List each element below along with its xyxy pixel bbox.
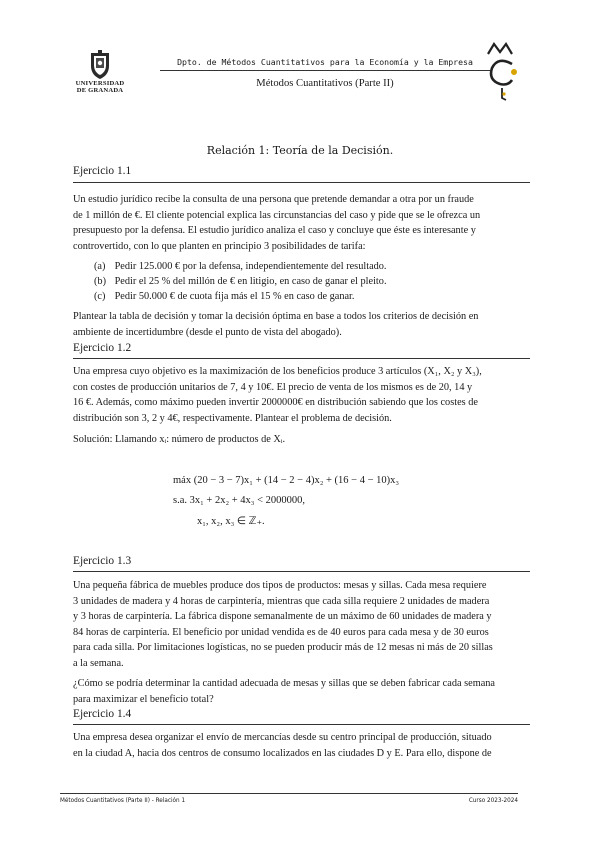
text-line: controvertido, con lo que planten en principio 3 posibilidades de tarifa:	[73, 240, 366, 252]
list-item-text: Pedir el 25 % del millón de € en litigio, en caso de ganar el pleito.	[114, 276, 387, 287]
university-name-line1: UNIVERSIDAD	[75, 80, 125, 87]
department-name: Dpto. de Métodos Cuantitativos para la Economía y la Empresa	[177, 57, 473, 67]
exercise-1-4-statement	[73, 730, 516, 761]
exercise-1-2-statement	[73, 364, 516, 426]
list-item-label: (b)	[94, 276, 107, 287]
text-line: Una empresa desea organizar el envío de mercancías desde su centro principal de producción, situado	[73, 732, 492, 743]
text-line: de 1 millón de €. El cliente potencial explica las circunstancias del caso y pide que se le ofrezca un	[73, 209, 481, 221]
list-item	[94, 261, 387, 272]
list-item-text: Pedir 50.000 € de cuota fija más el 15 % en caso de ganar.	[114, 291, 355, 302]
text-line: Una empresa cuyo objetivo es la maximización de los beneficios produce 3 artículos (X₁, X₂ y X₃),	[73, 366, 482, 377]
exercise-1-3-heading: Ejercicio 1.3	[73, 555, 132, 567]
text-line: 16 €. Además, como máximo pueden invertir 2000000€ en distribución sabiendo que los costes de	[73, 397, 478, 409]
text-line: distribución son 3, 2 y 4€, respectivamente. Plantear el problema de decisión.	[73, 412, 392, 424]
footer-year-label: Curso 2023-2024	[468, 798, 518, 804]
text-line: para maximizar el beneficio total?	[73, 693, 214, 705]
department-logo-icon	[482, 40, 524, 104]
exercise-1-1-rule	[73, 182, 530, 183]
exercise-1-4-heading: Ejercicio 1.4	[73, 708, 132, 720]
exercise-1-2-rule	[73, 358, 530, 359]
math-constraint: s.a. 3x₁ + 2x₂ + 4x₃ < 2000000,	[173, 495, 305, 506]
exercise-1-3-question	[73, 676, 516, 707]
exercise-1-2-heading: Ejercicio 1.2	[73, 342, 132, 354]
text-line: Un estudio jurídico recibe la consulta de una persona que pretende demandar a otra por un fraude	[73, 194, 474, 205]
exercise-1-1-instructions	[73, 309, 516, 340]
exercise-1-4-rule	[73, 724, 530, 725]
list-item	[94, 276, 387, 287]
list-item-label: (c)	[94, 291, 106, 302]
exercise-1-3-statement	[73, 578, 516, 672]
list-item-text: Pedir 125.000 € por la defensa, independientemente del resultado.	[114, 261, 387, 272]
university-crest-icon	[87, 50, 113, 80]
list-item-label: (a)	[94, 261, 106, 272]
math-objective: máx (20 − 3 − 7)x₁ + (14 − 2 − 4)x₂ + (16 − 4 − 10)x₃	[173, 475, 400, 486]
university-name-line2: DE GRANADA	[76, 87, 124, 94]
page-title: Relación 1: Teoría de la Decisión.	[206, 144, 394, 157]
exercise-1-3-rule	[73, 571, 530, 572]
text-line: en la ciudad A, hacia dos centros de consumo localizados en las ciudades D y E. Para ello, dispone de	[73, 747, 492, 759]
exercise-1-1-statement	[73, 192, 516, 254]
math-domain: x₁, x₂, x₃ ∈ ℤ₊.	[197, 516, 265, 527]
text-line: 3 unidades de madera y 4 horas de carpintería, mientras que cada silla requiere 2 unidades de madera	[73, 595, 490, 607]
text-line: 84 horas de carpintería. El beneficio por unidad vendida es de 40 euros para cada mesa y de 30 euros	[73, 626, 489, 638]
list-item	[94, 291, 354, 302]
exercise-1-2-solution-intro: Solución: Llamando xᵢ: número de productos de Xᵢ.	[73, 434, 286, 445]
exercise-1-1-heading: Ejercicio 1.1	[73, 165, 132, 177]
text-line: presupuesto por la defensa. El estudio jurídico analiza el caso y concluye que éste es interesante y	[73, 225, 476, 237]
text-line: a la semana.	[73, 657, 124, 669]
course-name: Métodos Cuantitativos (Parte II)	[256, 78, 394, 89]
text-line: para cada silla. Por limitaciones logísticas, no se pueden producir más de 12 mesas ni más de 20 sillas	[73, 642, 493, 654]
text-line: ambiente de incertidumbre (desde el punto de vista del abogado).	[73, 326, 342, 338]
text-line: con costes de producción unitarios de 7, 4 y 10€. El precio de venta de los mismos es de 20, 14 y	[73, 381, 473, 393]
footer-divider	[60, 793, 518, 794]
text-line: ¿Cómo se podría determinar la cantidad adecuada de mesas y sillas que se deben fabricar cada semana	[73, 678, 495, 689]
header-divider	[160, 70, 490, 71]
text-line: Una pequeña fábrica de muebles produce dos tipos de productos: mesas y sillas. Cada mesa requiere	[73, 580, 487, 591]
university-logo	[70, 50, 130, 94]
footer-course-label: Métodos Cuantitativos (Parte II) - Relación 1	[60, 798, 186, 804]
text-line: y 3 horas de carpintería. La fábrica dispone semanalmente de un máximo de 60 unidades de madera y	[73, 611, 492, 623]
text-line: Plantear la tabla de decisión y tomar la decisión óptima en base a todos los criterios de decisión en	[73, 311, 479, 322]
